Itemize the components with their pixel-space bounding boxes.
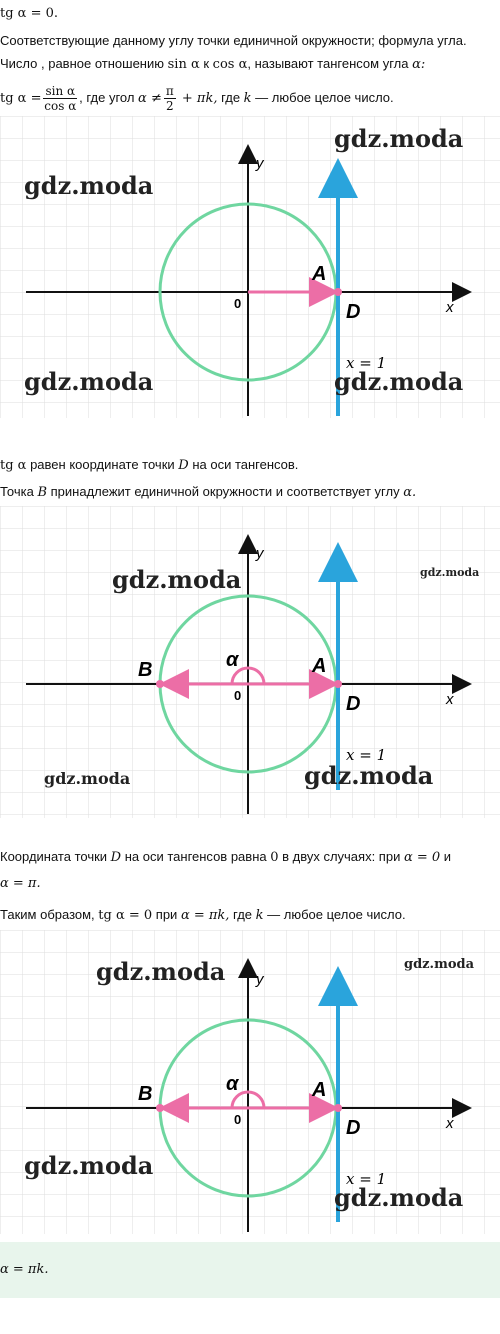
point-B-dot [156,1104,164,1112]
point-A-label: A [312,655,327,677]
watermark: gdz.moda [420,566,480,579]
watermark: gdz.moda [334,1183,464,1212]
figure-unit-circle-2 [0,506,500,818]
tangent-equation: x = 1 [346,1170,387,1188]
x-label: x [446,1115,454,1132]
line-point-B: Точка B принадлежит единичной окружности и соответствует углу α. [0,484,417,500]
watermark: gdz.moda [404,957,475,972]
figure-unit-circle-1 [0,116,500,418]
x-label: x [446,299,454,316]
watermark: gdz.moda [304,761,434,790]
point-D-label: D [346,693,361,715]
y-label: y [256,545,264,562]
x-label: x [446,691,454,708]
line-two-cases: Координата точки D на оси тангенсов равна 0 в двух случаях: при α = 0 и [0,849,452,865]
watermark: gdz.moda [112,565,242,594]
point-A-label: A [312,1079,327,1101]
line-tg-zero: tg α = 0. [0,6,59,21]
origin-label: 0 [234,688,242,703]
figure-unit-circle-3 [0,930,500,1234]
point-D-dot [334,680,342,688]
watermark: gdz.moda [334,124,464,153]
line-tg-equals-D: tg α равен координате точки D на оси тангенсов. [0,457,299,473]
point-A-label: A [312,263,327,285]
point-D-dot [334,288,342,296]
point-B-label: B [138,659,153,681]
line-definition: Число , равное отношению sin α к cos α, называют тангенсом угла α: [0,56,426,72]
y-label: y [256,155,264,172]
watermark: gdz.moda [334,367,464,396]
origin-label: 0 [234,296,242,311]
origin-label: 0 [234,1112,242,1127]
watermark: gdz.moda [24,367,154,396]
point-D-dot [334,1104,342,1112]
watermark: gdz.moda [44,769,131,788]
alpha-label: α [226,1073,239,1095]
answer-text: α = πk. [0,1262,49,1277]
pi-half-fraction: $\frac{\pi}{2}$ [165,84,174,114]
line-alpha-pi: α = π. [0,876,41,891]
point-B-label: B [138,1083,153,1105]
watermark: gdz.moda [24,171,154,200]
point-D-label: D [346,1117,361,1139]
watermark: gdz.moda [96,957,226,986]
point-B-dot [156,680,164,688]
alpha-label: α [226,649,239,671]
formula-fraction: $\frac{\text{sin α}}{\text{cos α}}$ [44,84,77,114]
y-label: y [256,971,264,988]
watermark: gdz.moda [24,1151,154,1180]
tangent-equation: x = 1 [346,746,387,764]
line-formula: tg α = $\frac{\text{sin α}}{\text{cos α}}$ , где угол α ≠ $\frac{\pi}{2}$ + πk, где k — любое целое число. [0,84,394,114]
tangent-equation: x = 1 [346,354,387,372]
line-conclusion: Таким образом, tg α = 0 при α = πk, где k — любое целое число. [0,907,406,923]
line-subtitle: Соответствующие данному углу точки единичной окружности; формула угла. [0,33,467,48]
answer-box [0,1242,500,1298]
point-D-label: D [346,301,361,323]
